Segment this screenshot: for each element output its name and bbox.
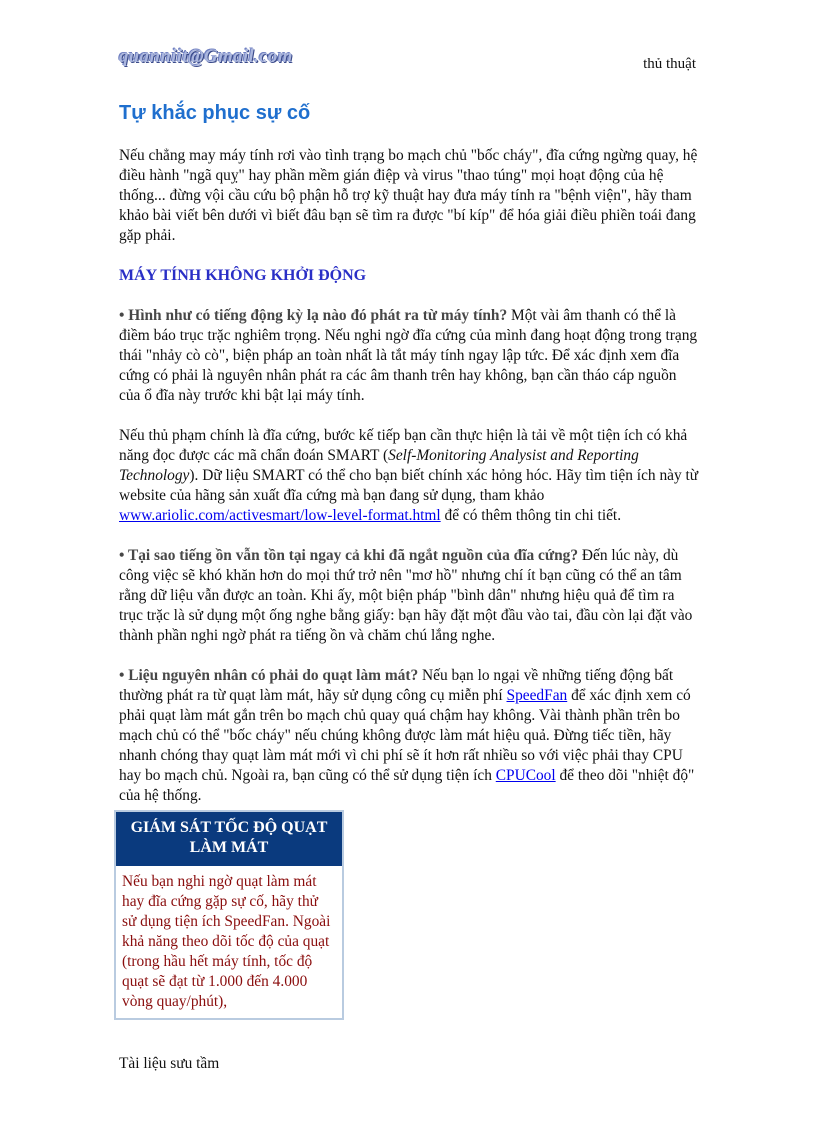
paragraph-noise-text: Một vài âm thanh có thể là điềm báo trục trặc nghiêm trọng. Nếu nghi ngờ đĩa cứng của mình đang hoạt động trong trạng thái "nhảy cò cò", biện pháp an toàn nhất là tắt máy tính ngay lập tức. Để xác định xem đĩa cứng có phải là nguyên nhân phát ra các âm thanh trên hay không, bạn cần tháo cáp nguồn của ổ đĩa này trước khi bật lại máy tính. [119,307,698,404]
section-heading: MÁY TÍNH KHÔNG KHỞI ĐỘNG [119,267,367,284]
footer-source: Tài liệu sưu tầm [119,1055,220,1072]
paragraph-unplugged-lead: • Tại sao tiếng ồn vẫn tồn tại ngay cả khi đã ngắt nguồn của đĩa cứng? [119,547,579,564]
ariolic-link[interactable]: www.ariolic.com/activesmart/low-level-format.html [119,507,441,524]
sidebox-title: GIÁM SÁT TỐC ĐỘ QUẠT LÀM MÁT [116,812,342,866]
paragraph-fan-text-a: Nếu bạn lo ngại về những tiếng động bất thường phát ra từ quạt làm mát, hãy sử dụng công cụ miễn phí [119,667,674,704]
article-body [119,146,701,826]
intro-paragraph: Nếu chẳng may máy tính rơi vào tình trạng bo mạch chủ "bốc cháy", đĩa cứng ngừng quay, hệ điều hành "ngã quỵ" hay phần mềm gián điệp và virus "thao túng" mọi hoạt động của hệ thống... đừng vội cầu cứu bộ phận hỗ trợ kỹ thuật hay đưa máy tính ra "bệnh viện", hãy tham khảo bài viết bên dưới vì biết đâu bạn sẽ tìm ra được "bí kíp" để hóa giải điều phiền toái đang gặp phải. [119,147,698,244]
sidebox-body: Nếu bạn nghi ngờ quạt làm mát hay đĩa cứng gặp sự cố, hãy thử sử dụng tiện ích SpeedFan. Ngoài khả năng theo dõi tốc độ của quạt (trong hầu hết máy tính, tốc độ quạt sẽ đạt từ 1.000 đến 4.000 vòng quay/phút), [122,873,331,1010]
cpucool-link[interactable]: CPUCool [495,767,556,784]
paragraph-smart-text-a: Nếu thủ phạm chính là đĩa cứng, bước kế tiếp bạn cần thực hiện là tải về một tiện ích có khả năng đọc được các mã chẩn đoán SMART ( [119,427,688,464]
header-category: thủ thuật [643,56,696,72]
paragraph-smart-italic: Self-Monitoring Analysist and Reporting Technology [119,447,639,484]
paragraph-unplugged-text: Đến lúc này, dù công việc sẽ khó khăn hơn do mọi thứ trở nên "mơ hồ" nhưng chí ít bạn cũng có thể an tâm rằng dữ liệu vẫn được an toàn. Khi ấy, một biện pháp "bình dân" nhưng hiệu quả để tìm ra trục trặc là sử dụng một ống nghe bằng giấy: bạn hãy đặt một đầu vào tai, đầu còn lại đặt vào thành phần nghi ngờ phát ra tiếng ồn và chăm chú lắng nghe. [119,547,693,644]
page-title: Tự khắc phục sự cố [119,102,311,124]
paragraph-fan-lead: • Liệu nguyên nhân có phải do quạt làm mát? [119,667,419,684]
paragraph-noise-lead: • Hình như có tiếng động kỳ lạ nào đó phát ra từ máy tính? [119,307,508,324]
paragraph-unplugged-noise [119,546,701,646]
paragraph-smart-text-c: để có thêm thông tin chi tiết. [440,507,622,524]
paragraph-fan-text-b: để xác định xem có phải quạt làm mát gắn trên bo mạch chủ quay quá chậm hay không. Vài thành phần trên bo mạch chủ có thể "bốc cháy" nếu chúng không được làm mát hiệu quả. Đừng tiếc tiền, hãy nhanh chóng thay quạt làm mát mới vì chi phí sẽ ít hơn rất nhiều so với việc phải thay CPU hay bo mạch chủ. Ngoài ra, bạn cũng có thể sử dụng tiện ích [119,687,691,784]
paragraph-smart [119,426,701,526]
paragraph-noise [119,306,701,406]
fan-monitor-sidebox [114,810,344,1020]
paragraph-fan-text-c: để theo dõi "nhiệt độ" của hệ thống. [119,767,695,804]
paragraph-smart-text-b: ). Dữ liệu SMART có thể cho bạn biết chính xác hỏng hóc. Hãy tìm tiện ích này từ website của hãng sản xuất đĩa cứng mà bạn đang sử dụng, tham khảo [119,467,699,504]
speedfan-link[interactable]: SpeedFan [506,687,568,704]
paragraph-fan [119,666,701,806]
header-email: quanniit@Gmail.com [119,46,293,67]
